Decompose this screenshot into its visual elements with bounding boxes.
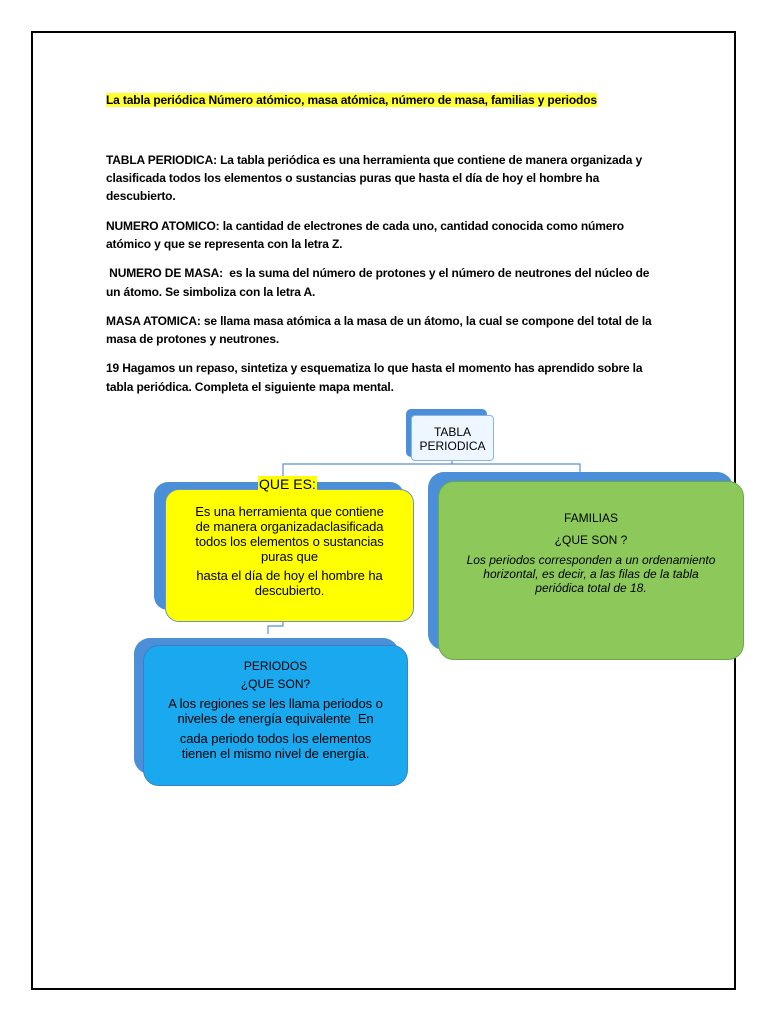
periodos-question: ¿QUE SON? [240, 677, 311, 691]
que-es-line: Es una herramienta que contiene [195, 504, 384, 519]
familias-node-box [438, 481, 744, 660]
connector-que-es-to-periodos [268, 621, 283, 634]
periodos-line: tienen el mismo nivel de energía. [181, 746, 370, 761]
paragraph-line: MASA ATOMICA: se llama masa atómica a la masa de un átomo, la cual se compone del total de la [106, 314, 652, 328]
paragraph-line: tabla periódica. Completa el siguiente mapa mental. [106, 380, 394, 394]
que-es-heading: QUE ES: [259, 476, 316, 492]
document-title: La tabla periódica Número atómico, masa atómica, número de masa, familias y periodos [106, 93, 597, 107]
familias-line: periódica total de 18. [535, 581, 647, 595]
familias-title: FAMILIAS [563, 511, 619, 525]
periodos-node-box [143, 645, 408, 786]
que-es-line: descubierto. [254, 583, 325, 598]
familias-line: horizontal, es decir, a las filas de la tabla [483, 567, 699, 581]
paragraph-line: descubierto. [106, 189, 176, 203]
paragraph-line: 19 Hagamos un repaso, sintetiza y esquematiza lo que hasta el momento has aprendido sobre la [106, 361, 643, 375]
root-node-box [411, 415, 494, 461]
periodos-line: A los regiones se les llama periodos o [168, 696, 383, 711]
que-es-node-box [165, 489, 414, 622]
paragraph-line: un átomo. Se simboliza con la letra A. [106, 285, 316, 299]
paragraph-line: atómico y que se representa con la letra Z. [106, 237, 343, 251]
familias-line: Los periodos corresponden a un ordenamiento [466, 553, 716, 567]
periodos-line: niveles de energía equivalente En [177, 711, 374, 726]
periodos-title: PERIODOS [243, 659, 308, 673]
familias-question: ¿QUE SON ? [554, 533, 628, 547]
que-es-line: de manera organizadaclasificada [195, 519, 384, 534]
que-es-line: hasta el día de hoy el hombre ha [196, 568, 383, 583]
que-es-line: puras que [261, 549, 318, 564]
root-node-label-line: PERIODICA [419, 439, 486, 453]
paragraph-line: NUMERO DE MASA: es la suma del número de protones y el número de neutrones del núcleo de [106, 266, 650, 280]
paragraph-line: masa de protones y neutrones. [106, 332, 280, 346]
paragraph-line: clasificada todos los elementos o sustancias puras que hasta el día de hoy el hombre ha [106, 171, 600, 185]
paragraph-line: NUMERO ATOMICO: la cantidad de electrones de cada uno, cantidad conocida como número [106, 219, 624, 233]
paragraph-line: TABLA PERIODICA: La tabla periódica es una herramienta que contiene de manera organizada y [106, 153, 642, 167]
que-es-line: todos los elementos o sustancias [195, 534, 384, 549]
root-node-label-line: TABLA [433, 425, 472, 439]
periodos-line: cada periodo todos los elementos [179, 731, 372, 746]
